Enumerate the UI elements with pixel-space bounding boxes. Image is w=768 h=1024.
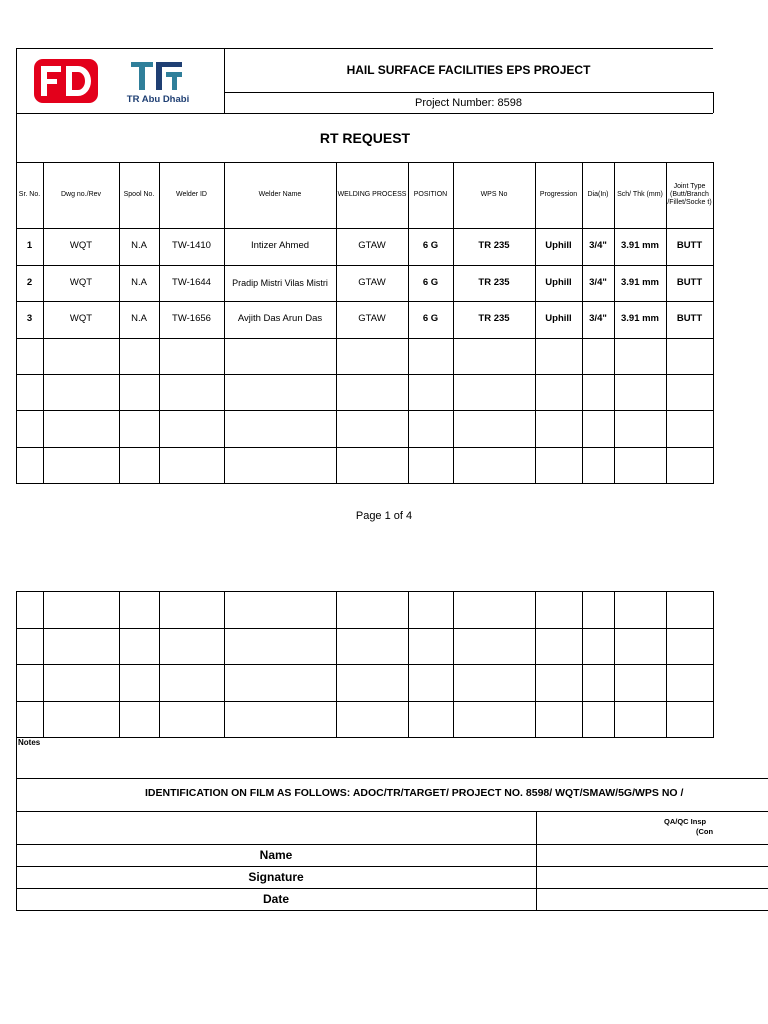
col-divider: [159, 591, 160, 738]
logo-caption: TR Abu Dhabi: [126, 94, 190, 105]
cell-welder-name: Avjith Das Arun Das: [237, 312, 323, 324]
col-header: Sch/ Thk (mm): [617, 190, 663, 198]
col-divider: [408, 162, 409, 484]
col-header: Sr. No.: [18, 190, 41, 198]
notes-label: Notes: [18, 738, 41, 747]
film-identification: IDENTIFICATION ON FILM AS FOLLOWS: ADOC/TR/TARGET/ PROJECT NO. 8598/ WQT/SMAW/5G/WPS NO /: [145, 787, 684, 799]
row-divider: [16, 447, 713, 448]
col-divider: [614, 162, 615, 484]
cell-welder-id: TW-1410: [172, 239, 211, 251]
signature-label: Signature: [248, 869, 304, 884]
col-divider: [453, 591, 454, 738]
col-divider: [713, 162, 714, 484]
identification-divider: [16, 811, 768, 812]
row-divider: [16, 737, 713, 738]
cell-wps-no: TR 235: [478, 276, 510, 288]
cell-joint-type: BUTT: [676, 312, 703, 324]
col-header: Welder ID: [176, 190, 207, 198]
col-divider: [336, 591, 337, 738]
col-divider: [119, 162, 120, 484]
cell-progression: Uphill: [545, 312, 572, 324]
project-number: Project Number: 8598: [415, 96, 522, 109]
qaqc-header-line1: QA/QC Insp: [664, 817, 707, 826]
cell-progression: Uphill: [545, 276, 572, 288]
cell-wps-no: TR 235: [478, 239, 510, 251]
col-divider: [408, 591, 409, 738]
col-header: POSITION: [413, 190, 448, 198]
name-label: Name: [259, 847, 293, 862]
col-header: Dwg no./Rev: [60, 190, 102, 198]
col-divider: [336, 162, 337, 484]
col-divider: [535, 591, 536, 738]
qaqc-header: [536, 814, 768, 842]
page-label: Page 1 of 4: [355, 509, 413, 522]
cell-dwg-no: WQT: [69, 312, 93, 324]
row-divider: [16, 591, 713, 592]
cell-dwg-no: WQT: [69, 239, 93, 251]
col-header: Spool No.: [123, 190, 155, 198]
cell-progression: Uphill: [545, 239, 572, 251]
cell-dwg-no: WQT: [69, 276, 93, 288]
cell-dia: 3/4": [589, 239, 607, 251]
col-header: Joint Type (Butt/Branch /Fillet/Socke t): [667, 182, 712, 207]
row-divider: [16, 664, 713, 665]
row-divider: [16, 374, 713, 375]
row-divider: [16, 228, 713, 229]
row-divider: [16, 301, 713, 302]
col-divider: [666, 162, 667, 484]
cell-sch-thk: 3.91 mm: [620, 312, 660, 324]
cell-spool-no: N.A: [131, 239, 147, 251]
cell-dia: 3/4": [589, 312, 607, 324]
col-divider: [713, 591, 714, 738]
col-header: Welder Name: [258, 190, 302, 198]
col-divider: [43, 591, 44, 738]
cell-sr-no: 2: [26, 276, 33, 288]
cell-spool-no: N.A: [131, 276, 147, 288]
cell-sr-no: 1: [26, 239, 33, 251]
row-divider: [16, 410, 713, 411]
cell-welder-id: TW-1656: [172, 312, 211, 324]
sign-block-bottom: [16, 910, 768, 911]
col-divider: [159, 162, 160, 484]
table-bottom: [16, 483, 713, 484]
col-header: Dia(In): [587, 190, 609, 198]
col-divider: [535, 162, 536, 484]
col-divider: [453, 162, 454, 484]
rt-table: [0, 0, 768, 484]
cell-welder-id: TW-1644: [172, 276, 211, 288]
cell-position: 6 G: [422, 276, 439, 288]
col-divider: [582, 162, 583, 484]
col-divider: [666, 591, 667, 738]
col-divider: [119, 591, 120, 738]
col-divider: [582, 591, 583, 738]
qaqc-header-line2: (Con: [696, 827, 714, 836]
col-header: Progression: [539, 190, 578, 198]
cell-position: 6 G: [422, 239, 439, 251]
row-divider: [16, 338, 713, 339]
qaqc-divider: [536, 811, 537, 911]
col-divider: [614, 591, 615, 738]
row-divider: [16, 628, 713, 629]
cell-welder-name: Pradip Mistri Vilas Mistri: [232, 277, 328, 288]
cell-sch-thk: 3.91 mm: [620, 276, 660, 288]
cell-wps-no: TR 235: [478, 312, 510, 324]
col-divider: [224, 591, 225, 738]
cell-spool-no: N.A: [131, 312, 147, 324]
cell-position: 6 G: [422, 312, 439, 324]
cell-welder-name: Intizer Ahmed: [250, 239, 310, 251]
cell-joint-type: BUTT: [676, 276, 703, 288]
date-label: Date: [262, 891, 289, 906]
row-divider: [16, 265, 713, 266]
row-divider: [16, 701, 713, 702]
project-title: HAIL SURFACE FACILITIES EPS PROJECT: [346, 63, 591, 78]
col-header: WPS No: [480, 190, 508, 198]
form-title: RT REQUEST: [319, 129, 411, 146]
cell-welding-process: GTAW: [358, 276, 386, 288]
cell-welding-process: GTAW: [358, 312, 386, 324]
col-divider: [224, 162, 225, 484]
cell-joint-type: BUTT: [676, 239, 703, 251]
col-divider: [43, 162, 44, 484]
cell-sr-no: 3: [26, 312, 33, 324]
cell-welding-process: GTAW: [358, 239, 386, 251]
notes-divider: [16, 778, 768, 779]
col-header: WELDING PROCESS: [337, 190, 407, 198]
cell-dia: 3/4": [589, 276, 607, 288]
cell-sch-thk: 3.91 mm: [620, 239, 660, 251]
continuation-table: [0, 590, 768, 740]
